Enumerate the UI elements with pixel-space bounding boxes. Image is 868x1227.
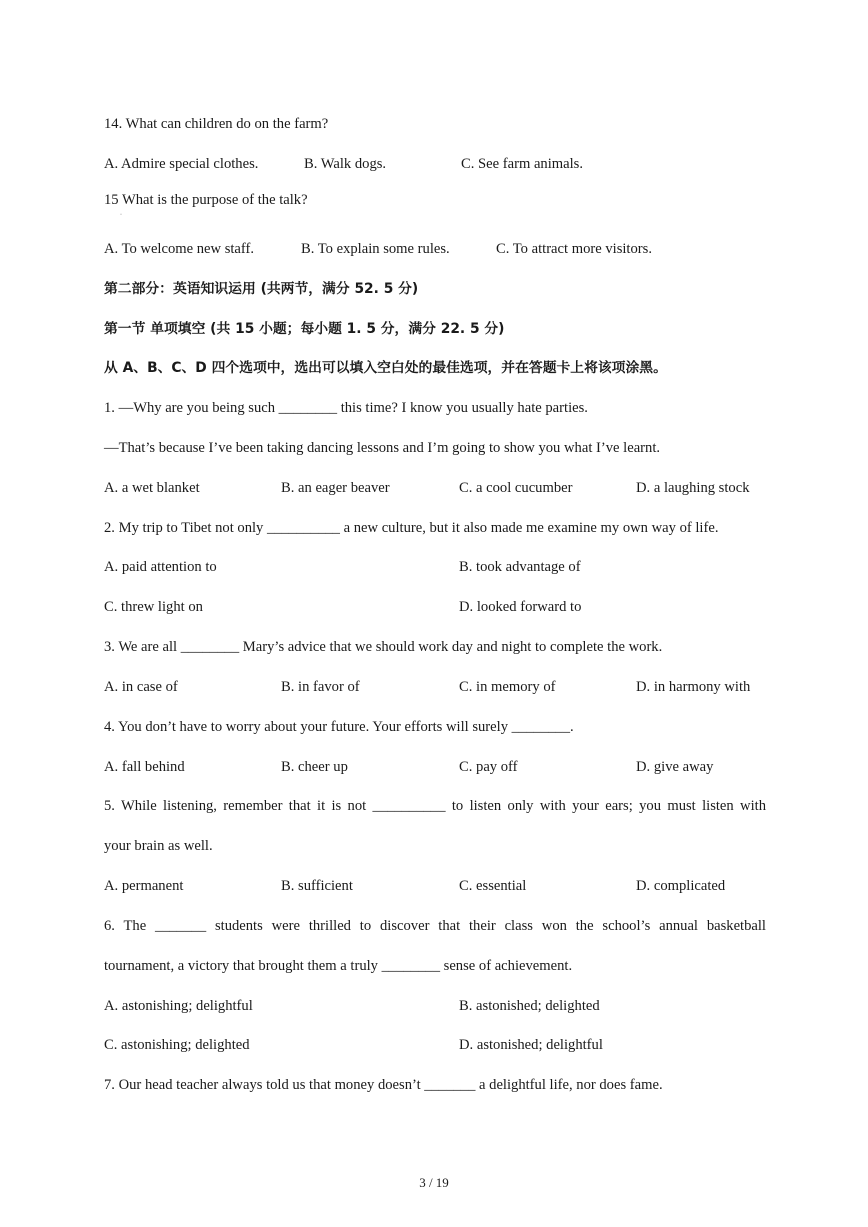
question-1-option-a: A. a wet blanket (104, 480, 200, 496)
question-6-option-a: A. astonishing; delightful (104, 998, 253, 1014)
question-4-option-b: B. cheer up (281, 759, 348, 775)
question-5-option-c: C. essential (459, 878, 527, 894)
question-3-option-a: A. in case of (104, 679, 178, 695)
question-5-option-d: D. complicated (636, 878, 726, 894)
question-3-option-d: D. in harmony with (636, 679, 751, 695)
question-1-option-d: D. a laughing stock (636, 480, 750, 496)
question-1-line-1: 1. —Why are you being such ________ this time? I know you usually hate parties. (104, 400, 588, 416)
question-5-line-2: your brain as well. (104, 838, 213, 854)
question-14-option-c: C. See farm animals. (461, 156, 583, 172)
question-3-stem: 3. We are all ________ Mary’s advice that we should work day and night to complete the work. (104, 639, 663, 655)
question-3-option-b: B. in favor of (281, 679, 360, 695)
question-2-option-c: C. threw light on (104, 599, 203, 615)
question-3-option-c: C. in memory of (459, 679, 556, 695)
question-2-option-a: A. paid attention to (104, 559, 217, 575)
question-4-option-d: D. give away (636, 759, 714, 775)
question-6-line-1: 6. The _______ students were thrilled to discover that their class won the school’s annual basketball (104, 918, 766, 934)
question-5-line-1: 5. While listening, remember that it is not __________ to listen only with your ears; you must listen with (104, 798, 766, 814)
question-15-option-a: A. To welcome new staff. (104, 241, 255, 257)
question-4-option-c: C. pay off (459, 759, 518, 775)
question-1-option-c: C. a cool cucumber (459, 480, 573, 496)
section-instruction: 从 A、B、C、D 四个选项中，选出可以填入空白处的最佳选项，并在答题卡上将该项涂黑。 (104, 360, 667, 376)
question-4-option-a: A. fall behind (104, 759, 185, 775)
question-1-line-2: —That’s because I’ve been taking dancing lessons and I’m going to show you what I’ve learnt. (104, 440, 661, 456)
question-2-stem: 2. My trip to Tibet not only __________ a new culture, but it also made me examine my own way of life. (104, 520, 719, 536)
question-6-option-c: C. astonishing; delighted (104, 1037, 250, 1053)
page-number: 3 / 19 (419, 1175, 449, 1190)
question-14-option-b: B. Walk dogs. (304, 156, 387, 172)
question-7-stem: 7. Our head teacher always told us that money doesn’t _______ a delightful life, nor does fame. (104, 1077, 663, 1093)
question-5-option-a: A. permanent (104, 878, 184, 894)
section-1-heading: 第一节 单项填空 (共 15 小题；每小题 1. 5 分，满分 22. 5 分) (104, 321, 505, 337)
question-4-stem: 4. You don’t have to worry about your future. Your efforts will surely ________. (104, 719, 574, 735)
question-5-option-b: B. sufficient (281, 878, 353, 894)
part-2-heading: 第二部分：英语知识运用 (共两节，满分 52. 5 分) (104, 281, 419, 297)
question-14-stem: 14. What can children do on the farm? (104, 116, 329, 132)
question-15-stem: 15 What is the purpose of the talk? (104, 192, 308, 208)
question-15-option-b: B. To explain some rules. (301, 241, 450, 257)
question-6-option-b: B. astonished; delighted (459, 998, 600, 1014)
question-6-option-d: D. astonished; delightful (459, 1037, 603, 1053)
question-15-option-c: C. To attract more visitors. (496, 241, 652, 257)
question-1-option-b: B. an eager beaver (281, 480, 390, 496)
stray-mark: · (120, 212, 122, 218)
question-14-option-a: A. Admire special clothes. (104, 156, 259, 172)
question-6-line-2: tournament, a victory that brought them a truly ________ sense of achievement. (104, 958, 573, 974)
question-2-option-d: D. looked forward to (459, 599, 582, 615)
question-2-option-b: B. took advantage of (459, 559, 581, 575)
